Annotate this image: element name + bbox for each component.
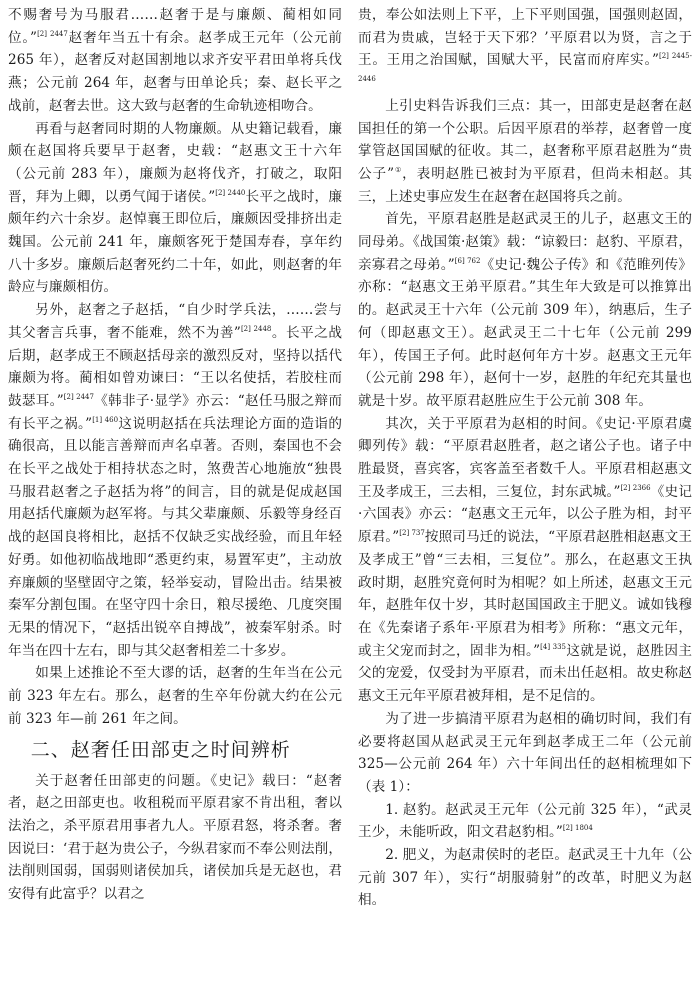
paragraph: 另外，赵奢之子赵括，“自少时学兵法，……尝与其父奢言兵事，奢不能难，然不为善”$^{[2] 2448}$。长平之战后期，赵孝成王不顾赵括母亲的激烈反对，坚持以括代廉颇为将。蔺相如曾劝谏曰：“王以名使括，若胶柱而鼓瑟耳。”$^{[2] 2447}$《韩非子·显学》亦云：“赵任马服之辩而有长平之祸。”$^{[1] 460}$这说明赵括在兵法理论方面的造诣的确很高，且以能言善辩而声名卓著。否则，秦国也不会在长平之战处于相持状态之时，煞费苦心地施放“独畏马服君赵奢之子赵括为将”的间言，目的就是促成赵国用赵括代廉颇为赵军将。与其父辈廉颇、乐毅等身经百战的赵国良将相比，赵括不仅缺乏实战经验，而且年轻好勇。如他初临战地即“悉更约束，易置军吏”，主动放弃廉颇的坚壁固守之策，轻举妄动，冒险出击。结果被秦军分割包围。在坚守四十余日，粮尽援绝、几度突围无果的情况下，“赵括出锐卒自搏战”，被秦军射杀。时年当在四十左右，即与其父赵奢相差二十多岁。 [8,302,342,659]
footnote-marker: ① [394,165,403,174]
paragraph: 如果上述推论不至大谬的话，赵奢的生年当在公元前 323 年左右。那么，赵奢的生卒年份就大约在公元前 323 年—前 261 年之间。 [8,665,342,727]
citation: [2] 2447 [63,392,94,401]
paragraph: 其次，关于平原君为赵相的时间。《史记·平原君虞卿列传》载：“平原君赵胜者，赵之诸公子也。诸子中胜最贤，喜宾客，宾客盖至者数千人。平原君相赵惠文王及孝成王，三去相，三复位，封东武城。”$^{[2] 2366}$《史记·六国表》亦云：“赵惠文王元年，以公子胜为相，封平原君。”$^{[2] 737}$按照司马迁的说法，“平原君赵胜相赵惠文王及孝成王”曾“三去相，三复位”。那么，在赵惠文王执政时期，赵胜究竟何时为相呢？如上所述，赵惠文王元年，赵胜年仅十岁，其时赵国国政主于肥义。诚如钱穆在《先秦诸子系年·平原君为相考》所称：“惠文元年，或主父宠而封之，固非为相。”$^{[4] 335}$这就是说，赵胜因主父的宠爱，仅受封为平原君，而未出任赵相。故史称赵惠文王元年平原君被拜相，是不足信的。 [358,415,692,705]
right-column [358,4,692,998]
paragraph: 上引史料告诉我们三点：其一，田部吏是赵奢在赵国担任的第一个公职。后因平原君的举荐，赵奢曾一度掌管赵国国赋的征收。其二，赵奢称平原君赵胜为“贵公子”①，表明赵胜已被封为平原君，但尚未相赵。其三，上述史事应发生在赵奢在赵国将兵之前。 [358,97,692,205]
paragraph: 再看与赵奢同时期的人物廉颇。从史籍记载看，廉颇在赵国将兵要早于赵奢，史载：“赵惠文王十六年（公元前 283 年），廉颇为赵将伐齐，打破之，取阳晋，拜为上卿，以勇气闻于诸侯。”$^{[2] 2440}$长平之战时，廉颇年约六十余岁。赵悼襄王即位后，廉颇因受排挤出走魏国。公元前 241 年，廉颇客死于楚国寿春，享年约八十多岁。廉颇后赵奢死约二十年，如此，则赵奢的年龄应与廉颇相仿。 [8,120,342,296]
list-item: 1. 赵豹。赵武灵王元年（公元前 325 年），“武灵王少，未能听政，阳文君赵豹相。”$^{[2] 1804}$ [358,801,692,841]
paragraph: 为了进一步搞清平原君为赵相的确切时间，我们有必要将赵国从赵武灵王元年到赵孝成王二年（公元前 325—公元前 264 年）六十年间出任的赵相梳理如下（表 1）： [358,710,692,795]
citation: [4] 335 [540,642,567,651]
citation: [1] 460 [92,415,119,424]
citation: [2] 2447 [37,29,68,38]
paragraph: 关于赵奢任田部吏的问题。《史记》载曰：“赵奢者，赵之田部吏也。收租税而平原君家不肯出租，奢以法治之，杀平原君用事者九人。平原君怒，将杀奢。奢因说曰：‘君于赵为贵公子，今纵君家而不奉公则法削，法削则国弱，国弱则诸侯加兵，诸侯加兵是无赵也，君安得有此富乎？以君之 [8,772,342,903]
left-column [8,4,342,998]
list-item: 2. 肥义，为赵肃侯时的老臣。赵武灵王十九年（公元前 307 年），实行“胡服骑射”的改革，时肥义为赵相。 [358,847,692,909]
citation: [2] 1804 [562,824,593,833]
citation: [2] 2366 [620,483,651,492]
paragraph: 不赐奢号为马服君……赵奢于是与廉颇、蔺相如同位。”$^{[2] 2447}$赵奢年当五十有余。赵孝成王元年（公元前 265 年），赵奢反对赵国割地以求齐安平君田单将兵伐燕；公元前 264 年，赵奢与田单论兵；秦、赵长平之战前，赵奢去世。这大致与赵奢的生命轨迹相吻合。 [8,7,342,114]
citation: [2] 737 [399,529,425,538]
section-heading: 二、赵奢任田部吏之时间辨析 [30,738,291,761]
citation: [2] 2445-2446 [358,52,692,84]
citation: [2] 2440 [215,188,246,197]
citation: [2] 2448 [240,324,272,333]
paragraph: 贵，奉公如法则上下平，上下平则国强，国强则赵固，而君为贵戚，岂轻于天下邪？’平原君以为贤，言之于王。王用之治国赋，国赋大平，民富而府库实。”$^{[2] 2445-2446}$ [358,7,692,84]
paragraph: 首先，平原君赵胜是赵武灵王的儿子，赵惠文王的同母弟。《战国策·赵策》载：“谅毅曰：赵豹、平原君，亲寡君之母弟。”$^{[6] 762}$《史记·魏公子传》和《范睢列传》亦称：“赵惠文王弟平原君。”其生年大致是可以推算出的。赵武灵王十六年（公元前 309 年），纳惠后，生子何（即赵惠文王）。赵武灵王二十七年（公元前 299 年），传国王子何。此时赵何年方十岁。赵惠文王元年（公元前 298 年），赵何十一岁，赵胜的年纪充其量也就是十岁。故平原君赵胜应生于公元前 308 年。 [358,211,692,409]
citation: [6] 762 [454,256,481,265]
